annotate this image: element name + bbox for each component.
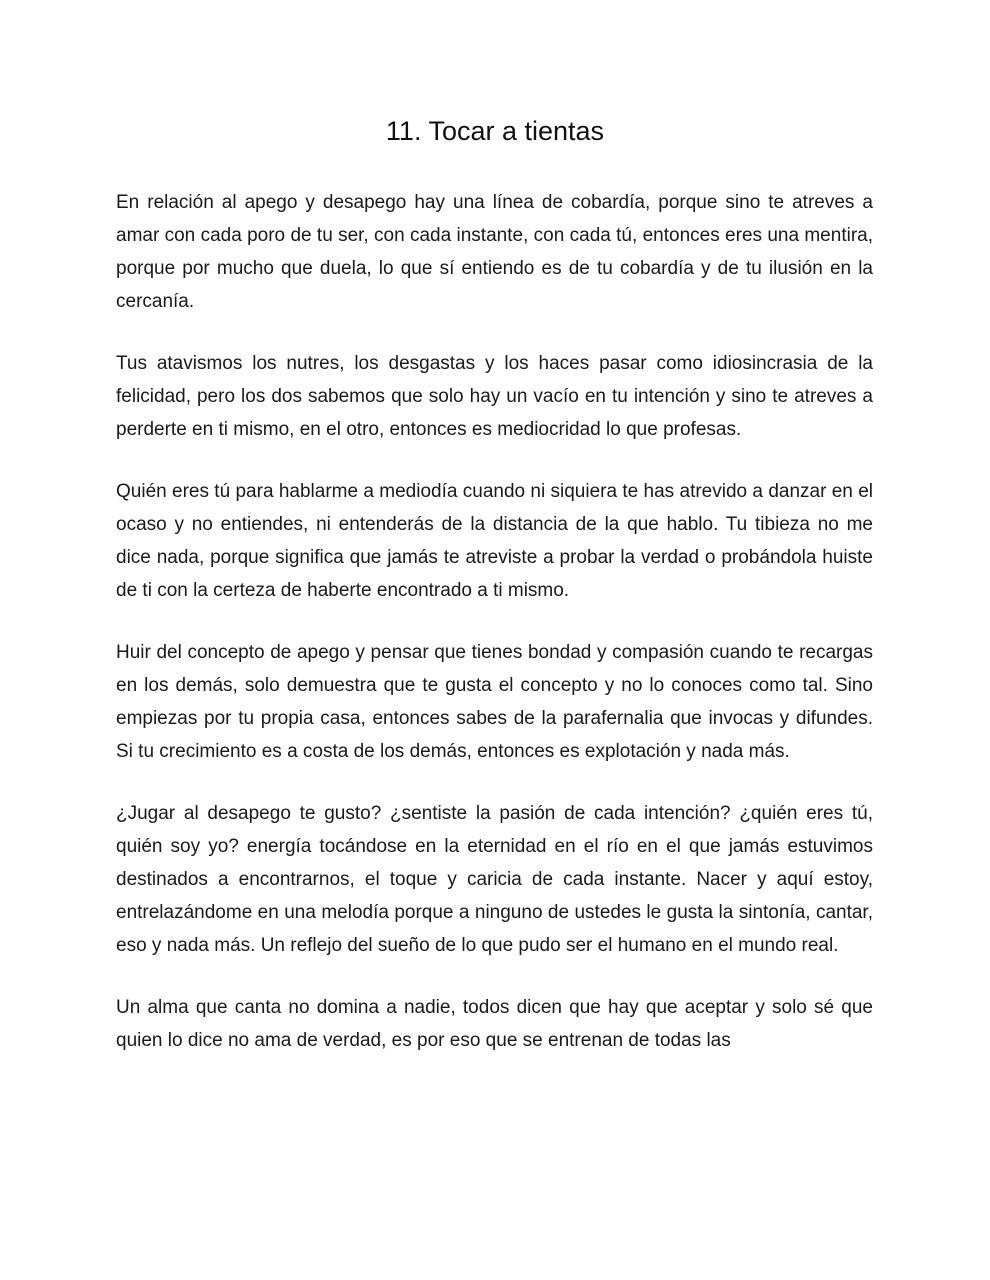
page-title: 11. Tocar a tientas [385,116,605,146]
document-body [116,186,873,1086]
paragraph-6: Un alma que canta no domina a nadie, todos dicen que hay que aceptar y solo sé que quien lo dice no ama de verdad, es por eso que se entrenan de todas las [116,997,873,1051]
paragraph-2: Tus atavismos los nutres, los desgastas y los haces pasar como idiosincrasia de la felicidad, pero los dos sabemos que solo hay un vacío en tu intención y sino te atreves a perderte en ti mismo, en el otro, entonces es mediocridad lo que profesas. [116,353,873,440]
paragraph-5: ¿Jugar al desapego te gusto? ¿sentiste la pasión de cada intención? ¿quién eres tú, quién soy yo? energía tocándose en la eternidad en el río en el que jamás estuvimos destinados a encontrarnos, el toque y caricia de cada instante. Nacer y aquí estoy, entrelazándome en una melodía porque a ninguno de ustedes le gusta la sintonía, cantar, eso y nada más. Un reflejo del sueño de lo que pudo ser el humano en el mundo real. [116,803,873,956]
paragraph-1: En relación al apego y desapego hay una línea de cobardía, porque sino te atreves a amar con cada poro de tu ser, con cada instante, con cada tú, entonces eres una mentira, porque por mucho que duela, lo que sí entiendo es de tu cobardía y de tu ilusión en la cercanía. [116,192,873,312]
paragraph-3: Quién eres tú para hablarme a mediodía cuando ni siquiera te has atrevido a danzar en el ocaso y no entiendes, ni entenderás de la distancia de la que hablo. Tu tibieza no me dice nada, porque significa que jamás te atreviste a probar la verdad o probándola huiste de ti con la certeza de haberte encontrado a ti mismo. [116,481,873,601]
paragraph-4: Huir del concepto de apego y pensar que tienes bondad y compasión cuando te recargas en los demás, solo demuestra que te gusta el concepto y no lo conoces como tal. Sino empiezas por tu propia casa, entonces sabes de la parafernalia que invocas y difundes. Si tu crecimiento es a costa de los demás, entonces es explotación y nada más. [116,642,873,762]
